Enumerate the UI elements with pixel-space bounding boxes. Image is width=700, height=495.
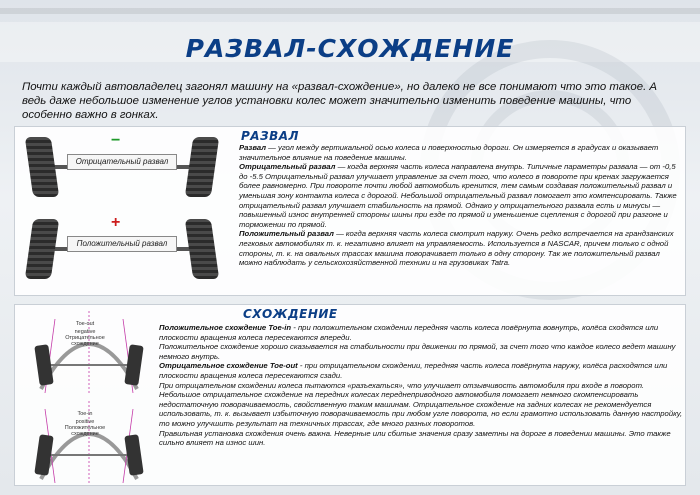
toe-in-text: - при положительном схождении передняя часть колеса повёрнута вовнутрь, колёса сходятся или плоскости вращения колеса пересекаются впереди. (159, 323, 659, 342)
toe-in-sub-label: positive (75, 419, 95, 425)
toe-usage-paragraph: Небольшое отрицательное схождение на передних колесах переднеприводного автомобиля помогает немного скомпенсировать недостаточную поворачиваемость, свойственную таким машинам. Отрицательное схождение на задних колесах не рекомендуется использовать, т. к. вызывает избыточную поворачиваемость при любом угле поворота, но если грамотно использовать данную настройку, то можно улучшить результат на техничных трассах, где много разных поворотов. (159, 390, 683, 428)
negative-camber-label: Отрицательный развал (67, 154, 177, 170)
negative-camber-text: — когда верхняя часть колеса направлена внутрь. Типичные параметры развала — от -0,5 до -5.5 Отрицательный развал улучшает управление за счет того, что колесо в повороте при кренах загружается более равномерно. При повороте почти любой автомобиль кренится, тем самым создавая положительный развал и уменьшая зону контакта колеса с дорогой. Небольшой отрицательный развал помогает это компенсировать. Также отрицательный развал улучшает стабильность на прямой. Однако у отрицательного развала есть и минусы — повышенный износ внутренней стороны шины при езде по прямой и уменьшение сцепления с дорогой при разгоне и торможении по прямой. (239, 162, 677, 229)
camber-paragraph (239, 143, 685, 162)
negative-camber-term: Отрицательный развал (239, 162, 336, 172)
left-tire (25, 219, 59, 279)
toe-text (159, 323, 683, 448)
intro-paragraph: Почти каждый автовладелец загонял машину на «развал-схождение», но далеко не все понимают что это такое. А ведь даже небольшое изменение углов установки колес может значительно изменить поведение машины, что особенно важно в гонках. (22, 81, 658, 121)
toe-in-caption: Положительное схождение (64, 425, 106, 437)
right-tire (185, 137, 219, 197)
positive-camber-term: Положительный развал (239, 229, 334, 239)
right-tire (185, 219, 219, 279)
minus-sign: − (111, 132, 121, 149)
toe-out-effect-paragraph: При отрицательном схождении колеса пытаются «разъехаться», что улучшает отзывчивость автомобиля при входе в поворот. (159, 380, 645, 390)
camber-section-title: РАЗВАЛ (241, 129, 300, 143)
positive-camber-diagram (27, 215, 217, 283)
toe-out-caption: Отрицательное схождение (65, 335, 105, 347)
toe-in-diagram (25, 399, 153, 483)
camber-definition: — угол между вертикальной осью колеса и поверхностью дороги. Он измеряется в градусах и оказывает значительное влияние на поведение машины. (239, 143, 659, 162)
toe-out-text: - при отрицательном схождении, передняя часть колеса повёрнута наружу, колёса расходятся или плоскости вращения колеса пересекаются сзади. (159, 361, 668, 380)
background-strip (0, 8, 700, 14)
toe-in-term: Положительное схождение Toe-in (159, 323, 292, 332)
camber-panel (14, 126, 686, 296)
toe-out-label: Toe-out (75, 321, 95, 327)
toe-in-label: Toe-in (77, 411, 93, 417)
toe-in-paragraph (159, 323, 683, 342)
toe-importance-paragraph: Правильная установка схождения очень важна. Неверные или сбитые значения сразу заметны на дороге в поведении машины. Это также сильно влияет на износ шин. (159, 428, 671, 448)
toe-out-diagram (25, 309, 153, 393)
positive-camber-paragraph (239, 229, 685, 267)
plus-sign: + (111, 214, 121, 231)
toe-panel (14, 304, 686, 486)
toe-out-paragraph (159, 361, 683, 380)
page-title: РАЗВАЛ-СХОЖДЕНИЕ (185, 34, 515, 63)
negative-camber-diagram (27, 133, 217, 201)
left-tire (25, 137, 59, 197)
toe-in-effect-paragraph: Положительное схождение хорошо сказывается на стабильности при движении по прямой, за счет того что каждое колесо ведет машину немного внутрь. (159, 342, 676, 361)
positive-camber-text: — когда верхняя часть колеса смотрит наружу. Очень редко встречается на грандзанских легковых автомобилях т. к. негативно влияет на управляемость. Используется в NASCAR, причем только с одной стороны, т. к. на овальных трассах машина поворачивает только в одну сторону. Так же положительный развал можно наблюдать у сельскохозяйственной техники и на грузовиках Tatra. (239, 229, 674, 268)
toe-out-term: Отрицательное схождение Toe-out (159, 361, 298, 371)
camber-text (239, 143, 685, 268)
negative-camber-paragraph (239, 162, 685, 229)
positive-camber-label: Положительный развал (67, 236, 177, 252)
toe-section-title: СХОЖДЕНИЕ (243, 307, 338, 321)
camber-term: Развал (239, 143, 267, 152)
toe-out-sub-label: negative (74, 329, 96, 335)
